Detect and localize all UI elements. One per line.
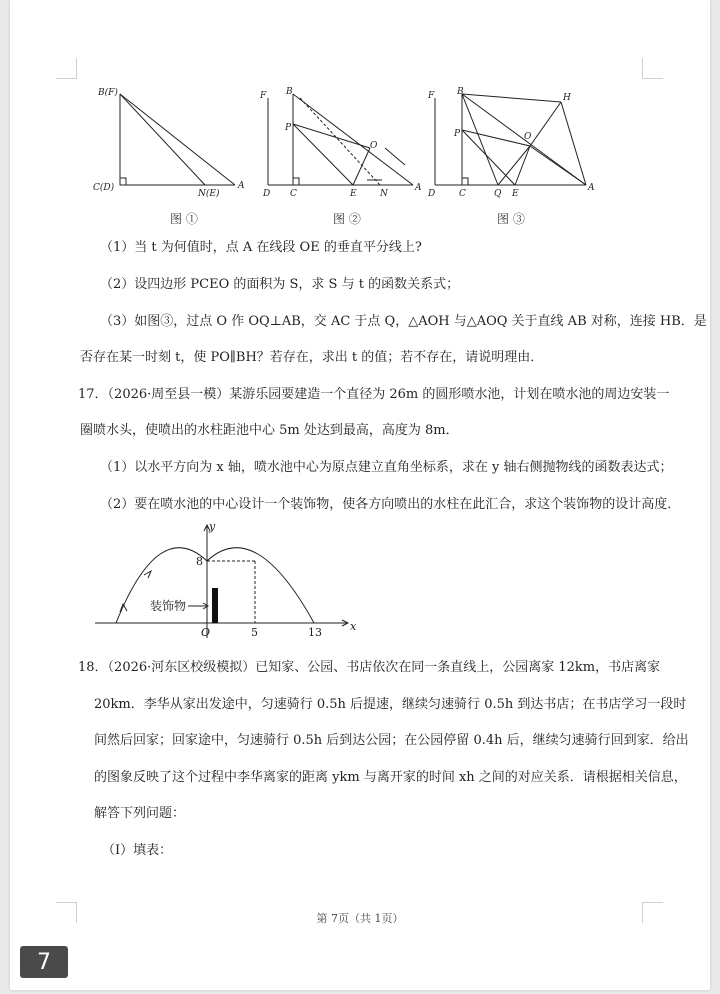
label-Q: Q bbox=[494, 189, 502, 199]
q17-part2: （2）要在喷水池的中心设计一个装饰物，使各方向喷出的水柱在此汇合，求这个装饰物的设计高度． bbox=[100, 497, 681, 512]
label-C: C bbox=[290, 189, 297, 199]
figure-caption-3: 图 ③ bbox=[497, 212, 525, 226]
label-D: D bbox=[263, 189, 271, 199]
q17-line1: 17．（2026·周至县一模）某游乐园要建造一个直径为 26m 的圆形喷水池，计划在喷水池的周边安装一 bbox=[78, 387, 670, 402]
q18-line3: 间然后回家；回家途中，匀速骑行 0.5h 后到达公园；在公园停留 0.4h 后，继续匀速骑行回到家．给出 bbox=[94, 733, 689, 748]
q16-part1: （1）当 t 为何值时，点 A 在线段 OE 的垂直平分线上? bbox=[100, 240, 422, 255]
q18-line2: 20km．李华从家出发途中，匀速骑行 0.5h 后提速，继续匀速骑行 0.5h 到达书店；在书店学习一段时 bbox=[94, 697, 687, 712]
label-BF: B(F) bbox=[98, 88, 118, 98]
label-B: B bbox=[457, 87, 464, 97]
label-B: B bbox=[286, 87, 293, 97]
document-page bbox=[10, 0, 710, 990]
q17-line2: 圈喷水头，使喷出的水柱距池中心 5m 处达到最高，高度为 8m． bbox=[80, 423, 459, 438]
label-P: P bbox=[285, 123, 292, 133]
q16-part3-line2: 否存在某一时刻 t，使 PO∥BH？若存在，求出 t 的值；若不存在，请说明理由． bbox=[80, 350, 544, 365]
tick-8: 8 bbox=[196, 555, 203, 568]
label-A: A bbox=[238, 181, 245, 191]
q16-part3-line1: （3）如图③，过点 O 作 OQ⊥AB，交 AC 于点 Q，△AOH 与△AOQ 关于直线 AB 对称，连接 HB．是 bbox=[100, 314, 707, 329]
page-number-badge: 7 bbox=[20, 946, 68, 978]
q18-line5: 解答下列问题： bbox=[94, 806, 186, 821]
q17-part1: （1）以水平方向为 x 轴，喷水池中心为原点建立直角坐标系，求在 y 轴右侧抛物线的函数表达式； bbox=[100, 460, 673, 475]
origin-label: O bbox=[201, 626, 211, 639]
tick-13: 13 bbox=[308, 626, 322, 639]
label-E: E bbox=[512, 189, 519, 199]
label-N: N bbox=[380, 189, 388, 199]
decoration-post bbox=[212, 588, 218, 623]
figure-caption-1: 图 ① bbox=[170, 212, 198, 226]
label-F: F bbox=[260, 91, 267, 101]
q16-part2: （2）设四边形 PCEO 的面积为 S，求 S 与 t 的函数关系式； bbox=[100, 277, 460, 292]
label-NE: N(E) bbox=[198, 189, 220, 199]
label-A: A bbox=[588, 183, 595, 193]
label-O: O bbox=[524, 132, 532, 142]
geometry-figures bbox=[10, 80, 710, 230]
label-O: O bbox=[370, 141, 378, 151]
tick-5: 5 bbox=[251, 626, 258, 639]
crop-mark bbox=[642, 58, 663, 79]
q18-line4: 的图象反映了这个过程中李华离家的距离 ykm 与离开家的时间 xh 之间的对应关系．请根据相关信息， bbox=[94, 770, 687, 785]
crop-mark bbox=[56, 58, 77, 79]
label-E: E bbox=[350, 189, 357, 199]
q18-part1: （I）填表： bbox=[102, 843, 173, 858]
x-axis-label: x bbox=[350, 620, 357, 633]
label-P: P bbox=[454, 129, 461, 139]
label-A: A bbox=[415, 183, 422, 193]
fountain-figure bbox=[90, 520, 370, 645]
label-F: F bbox=[428, 91, 435, 101]
q18-line1: 18．（2026·河东区校级模拟）已知家、公园、书店依次在同一条直线上，公园离家 12km，书店离家 bbox=[78, 660, 661, 675]
label-H: H bbox=[563, 93, 571, 103]
figure-caption-2: 图 ② bbox=[333, 212, 361, 226]
label-CD: C(D) bbox=[93, 183, 115, 193]
page-footer: 第 7页（共 1页） bbox=[316, 912, 404, 925]
label-D: D bbox=[428, 189, 436, 199]
y-axis-label: y bbox=[209, 520, 216, 533]
label-C: C bbox=[459, 189, 466, 199]
decoration-label: 装饰物 bbox=[150, 599, 187, 613]
